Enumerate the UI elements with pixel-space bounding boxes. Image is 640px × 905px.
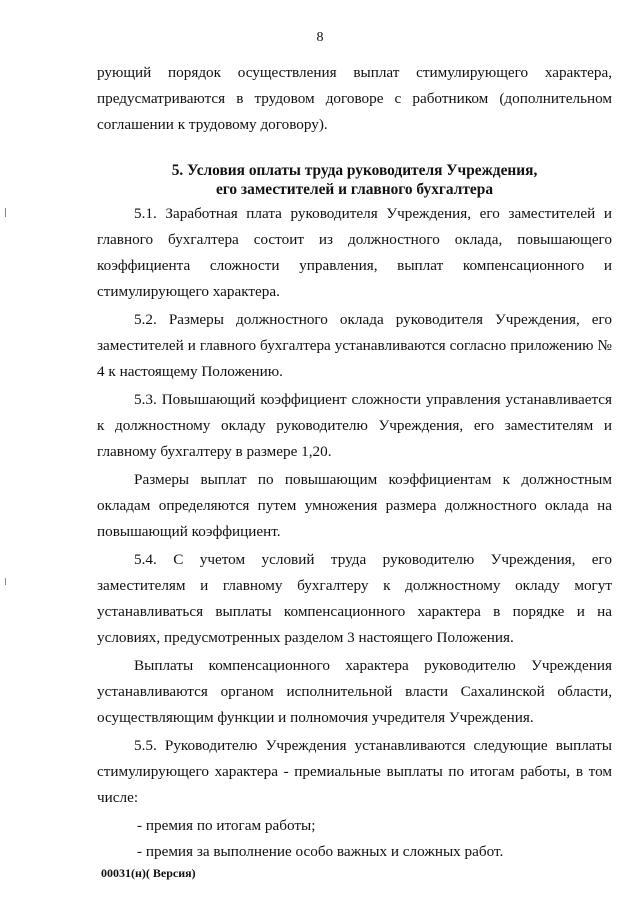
section-title-line-2: его заместителей и главного бухгалтера: [215, 181, 494, 198]
list-item: - премия по итогам работы;: [137, 817, 316, 834]
paragraph-5-4: 5.4. С учетом условий труда руководителю Учреждения, его заместителям и главному бухгалтеру к должностному окладу могут устанавливаться выплаты компенсационного характера в порядке и на условиях, предусмотренных разделом 3 настоящего Положения.: [97, 551, 612, 646]
continuation-paragraph-block: [97, 60, 612, 140]
page-number: 8: [316, 30, 324, 45]
paragraph-5-1: 5.1. Заработная плата руководителя Учреждения, его заместителей и главного бухгалтера состоит из должностного оклада, повышающего коэффициента сложности управления, выплат компенсационного и стимулирующего характера.: [97, 205, 612, 300]
paragraph-5-3: 5.3. Повышающий коэффициент сложности управления устанавливается к должностному окладу руководителю Учреждения, его заместителям и главному бухгалтеру в размере 1,20.: [97, 391, 612, 460]
continuation-paragraph: рующий порядок осуществления выплат стимулирующего характера, предусматриваются в трудовом договоре с работником (дополнительном соглашении к трудовому договору).: [97, 64, 612, 133]
section-heading: [97, 161, 612, 199]
list-item: - премия за выполнение особо важных и сложных работ.: [137, 843, 504, 860]
paragraph-5-2: 5.2. Размеры должностного оклада руководителя Учреждения, его заместителей и главного бухгалтера устанавливаются согласно приложению № 4 к настоящему Положению.: [97, 311, 612, 380]
paragraph-coefficients: Размеры выплат по повышающим коэффициентам к должностным окладам определяются путем умножения размера должностного оклада на повышающий коэффициент.: [97, 471, 612, 540]
paragraph-compensation: Выплаты компенсационного характера руководителю Учреждения устанавливаются органом исполнительной власти Сахалинской области, осуществляющим функции и полномочия учредителя Учреждения.: [97, 657, 612, 726]
section-body: [97, 201, 612, 865]
section-title-line-1: 5. Условия оплаты труда руководителя Учреждения,: [171, 162, 538, 179]
scan-artifact: [5, 208, 6, 217]
document-footer-code: 00031(н)( Версия): [101, 866, 196, 880]
scan-artifact: [5, 578, 6, 585]
paragraph-5-5: 5.5. Руководителю Учреждения устанавливаются следующие выплаты стимулирующего характера - премиальные выплаты по итогам работы, в том числе:: [97, 737, 612, 806]
